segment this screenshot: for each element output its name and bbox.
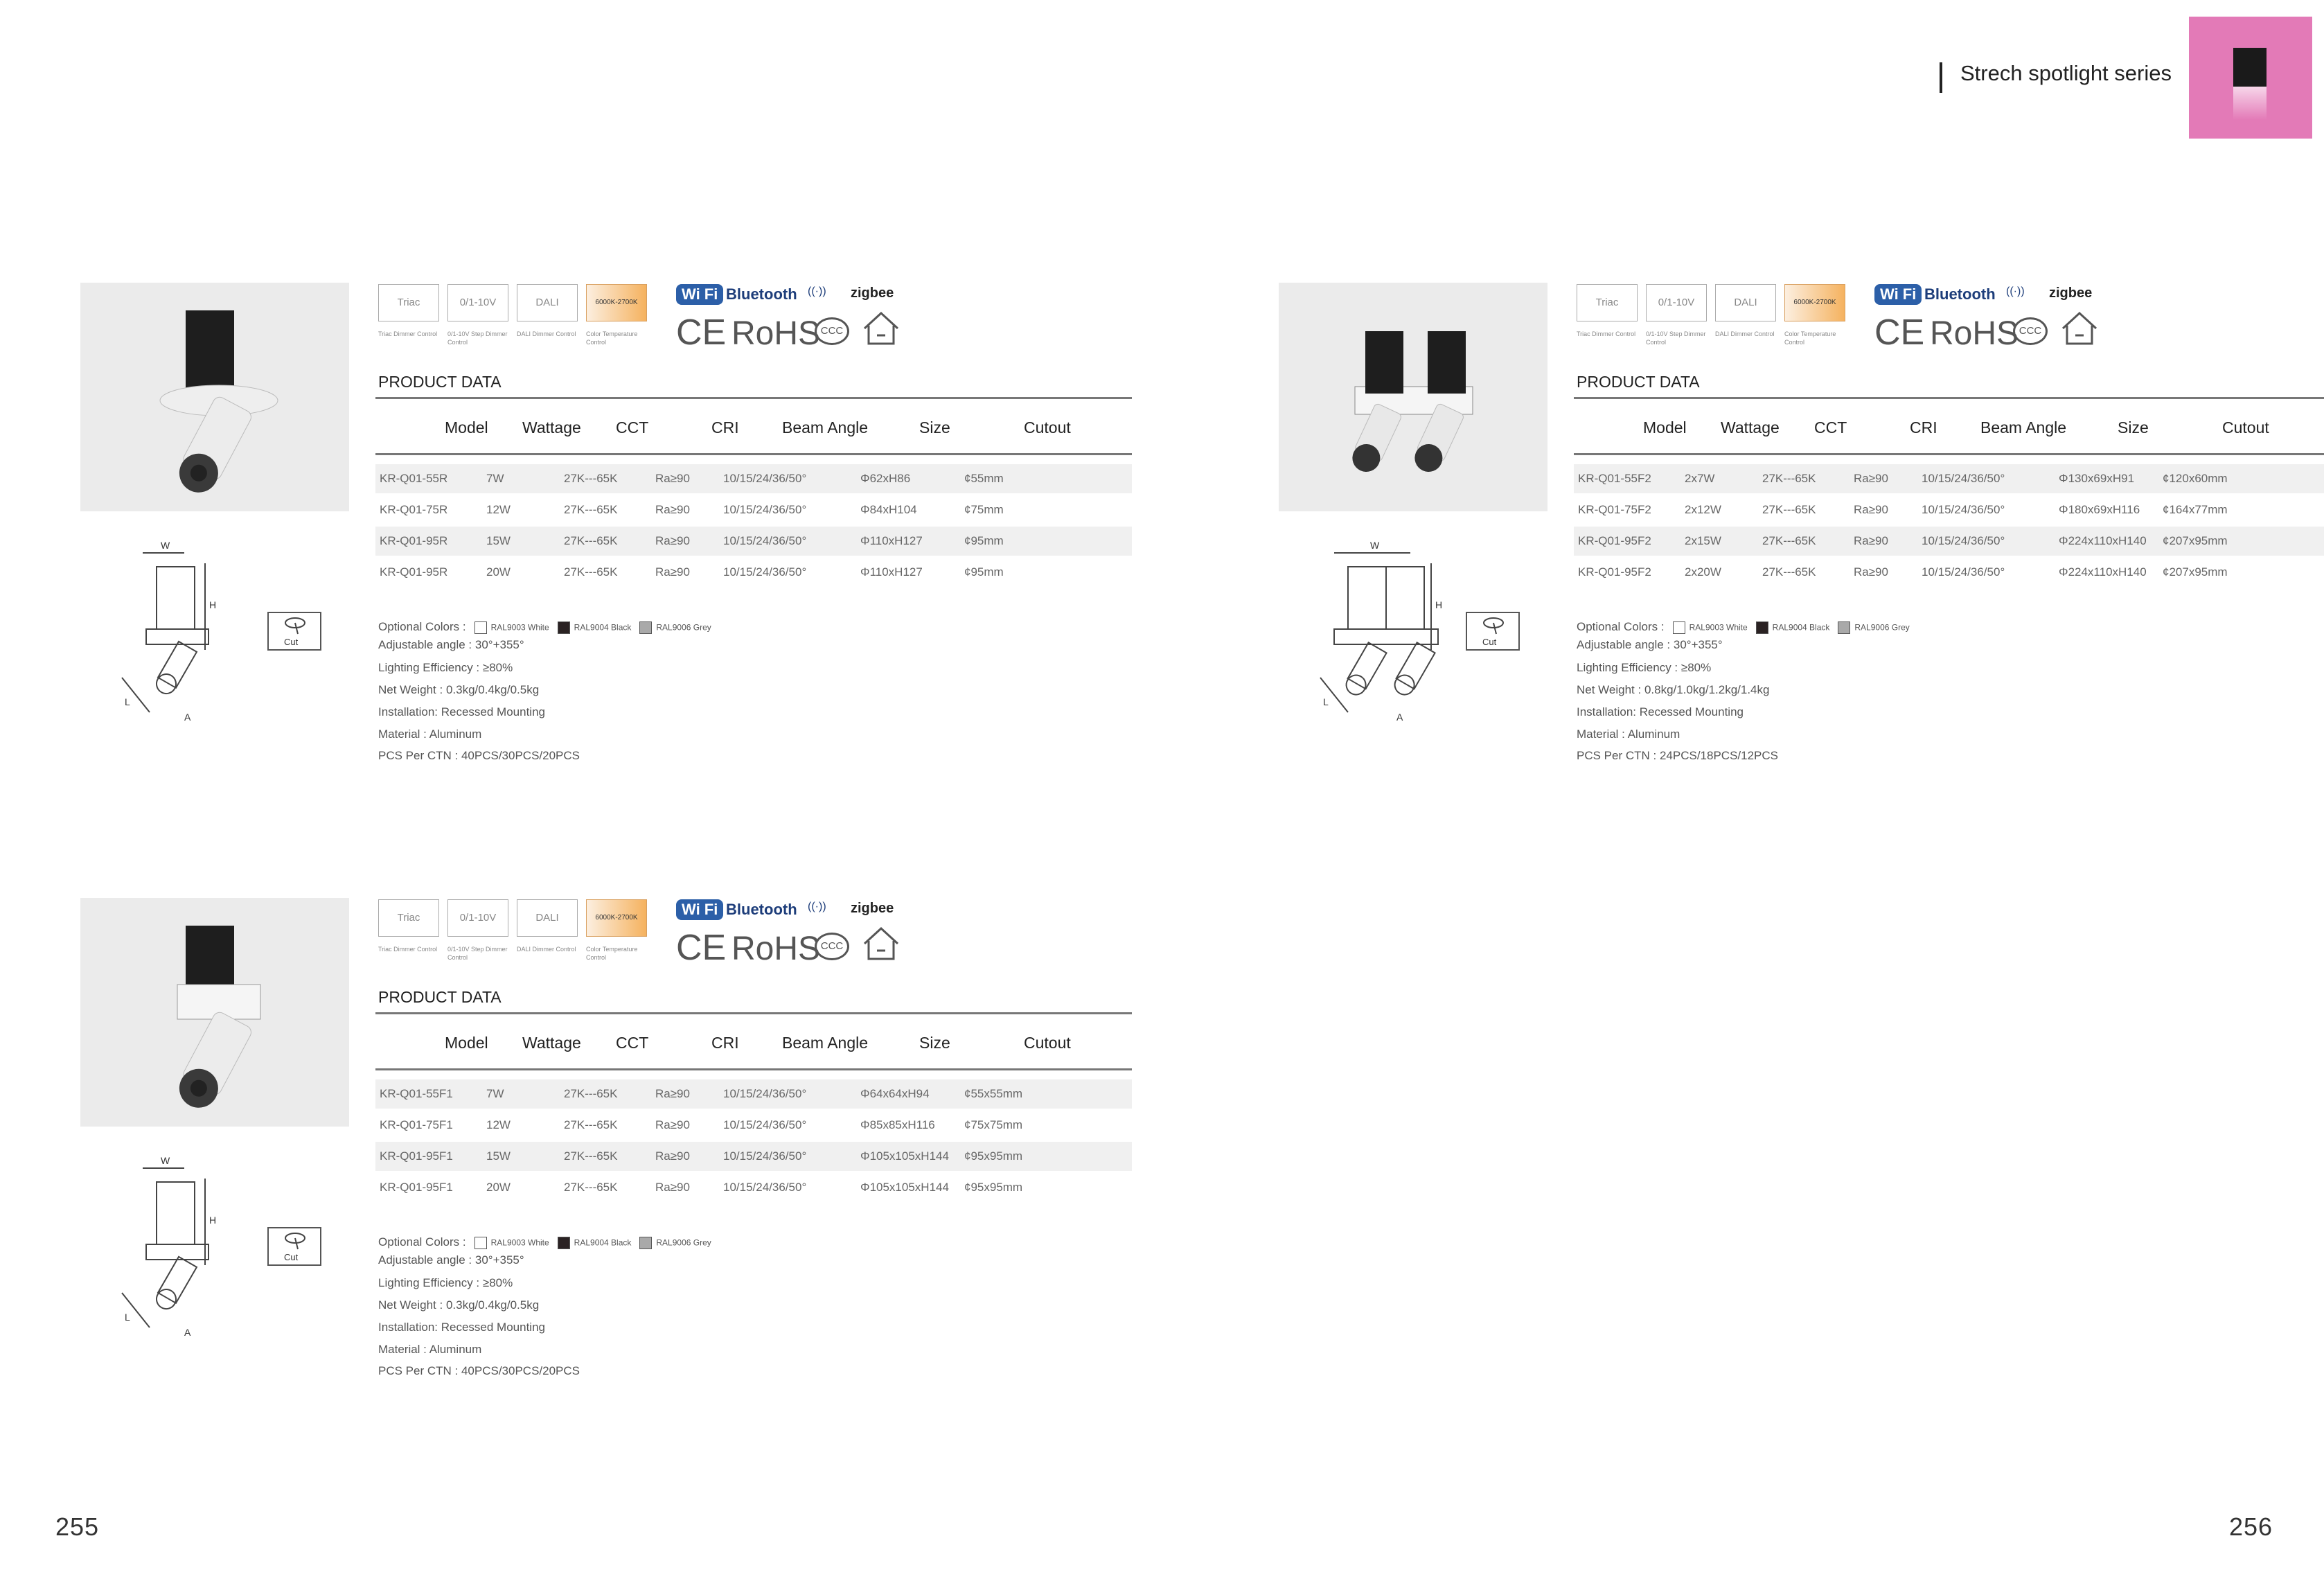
badge-1: 0/1-10V [447, 899, 508, 937]
badge-3: 6000K-2700K [586, 284, 647, 321]
spec-line: PCS Per CTN : 24PCS/18PCS/12PCS [1577, 749, 1779, 762]
color-label: RAL9006 Grey [656, 622, 711, 633]
table-cell: 27K---65K [564, 1118, 618, 1131]
table-row [375, 1173, 1132, 1202]
badge-caption: 0/1-10V Step Dimmer Control [447, 330, 508, 346]
wifi-icon: Wi Fi [676, 899, 723, 920]
color-swatch [474, 1237, 487, 1249]
table-cell: 7W [486, 472, 504, 485]
rohs-mark-icon: RoHS [1930, 315, 2019, 352]
color-label: RAL9006 Grey [656, 1237, 711, 1248]
color-swatch [1838, 621, 1850, 634]
table-cell: 27K---65K [1762, 565, 1816, 579]
zigbee-icon: zigbee [851, 901, 894, 916]
divider [375, 397, 1132, 399]
ce-mark-icon: CE [676, 312, 727, 353]
table-header: Size [2118, 418, 2149, 436]
color-label: RAL9004 Black [574, 622, 632, 633]
table-cell: Ra≥90 [655, 534, 690, 547]
badge-0: Triac [1577, 284, 1638, 321]
color-label: RAL9006 Grey [1854, 622, 1910, 633]
table-cell: ¢95x95mm [964, 1181, 1023, 1194]
zigbee-icon: zigbee [851, 285, 894, 301]
spec-line: Material : Aluminum [378, 727, 482, 741]
spec-line: Lighting Efficiency : ≥80% [378, 661, 513, 674]
color-swatch [1756, 621, 1768, 634]
optional-colors [1577, 620, 1910, 634]
table-cell: 27K---65K [564, 1181, 618, 1194]
table-header: Wattage [1721, 418, 1780, 436]
table-cell: 2x12W [1685, 503, 1721, 516]
cut-icon [267, 1227, 321, 1266]
table-cell: Ra≥90 [1854, 503, 1888, 516]
table-cell: ¢55mm [964, 472, 1004, 485]
indoor-use-icon [862, 926, 901, 962]
cut-label: Cut [284, 637, 299, 647]
table-cell: ¢55x55mm [964, 1087, 1023, 1100]
bluetooth-icon: Bluetooth [726, 285, 797, 303]
table-row [375, 1111, 1132, 1140]
table-row [1574, 464, 2324, 493]
bluetooth-icon: Bluetooth [726, 901, 797, 918]
svg-text:A: A [184, 1327, 191, 1338]
color-label: RAL9003 White [1689, 622, 1748, 633]
ce-mark-icon: CE [1874, 312, 1925, 353]
table-header: Wattage [522, 1034, 581, 1052]
table-cell: KR-Q01-55F1 [380, 1087, 453, 1100]
table-header: Cutout [1024, 1034, 1071, 1052]
table-cell: Ra≥90 [655, 1149, 690, 1163]
table-header: CRI [711, 1034, 739, 1052]
zwave-icon: ((·)) [2006, 285, 2025, 297]
optional-colors-label: Optional Colors : [378, 1235, 466, 1249]
table-cell: 27K---65K [564, 503, 618, 516]
badge-1: 0/1-10V [447, 284, 508, 321]
badge-2: DALI [1715, 284, 1776, 321]
divider [1574, 397, 2324, 399]
svg-text:W: W [1370, 540, 1380, 551]
table-cell: ¢164x77mm [2163, 503, 2228, 516]
table-cell: 20W [486, 565, 511, 579]
badge-caption: Triac Dimmer Control [378, 330, 438, 337]
table-cell: KR-Q01-75F2 [1578, 503, 1651, 516]
spec-line: Installation: Recessed Mounting [1577, 705, 1744, 718]
light-beam-icon [2233, 87, 2267, 120]
table-cell: 10/15/24/36/50° [1922, 472, 2005, 485]
badge-2: DALI [517, 284, 578, 321]
table-cell: Φ85x85xH116 [860, 1118, 935, 1131]
table-cell: 2x20W [1685, 565, 1721, 579]
table-cell: 20W [486, 1181, 511, 1194]
table-cell: KR-Q01-55R [380, 472, 448, 485]
badge-3: 6000K-2700K [1784, 284, 1845, 321]
table-cell: 27K---65K [1762, 503, 1816, 516]
divider [1574, 453, 2324, 455]
table-cell: Φ105x105xH144 [860, 1181, 949, 1194]
color-swatch [474, 621, 487, 634]
spec-line: Adjustable angle : 30°+355° [1577, 638, 1723, 651]
table-cell: KR-Q01-95F1 [380, 1181, 453, 1194]
table-cell: Ra≥90 [655, 472, 690, 485]
table-cell: KR-Q01-75F1 [380, 1118, 453, 1131]
table-cell: KR-Q01-95R [380, 565, 448, 579]
table-row [1574, 558, 2324, 587]
svg-text:L: L [125, 696, 130, 707]
table-cell: Φ224x110xH140 [2059, 534, 2147, 547]
table-cell: 10/15/24/36/50° [723, 534, 807, 547]
table-cell: Φ110xH127 [860, 534, 923, 547]
certifications [676, 899, 925, 969]
color-label: RAL9004 Black [574, 1237, 632, 1248]
ce-mark-icon: CE [676, 928, 727, 968]
table-cell: 10/15/24/36/50° [1922, 565, 2005, 579]
spec-line: Installation: Recessed Mounting [378, 705, 545, 718]
table-cell: ¢120x60mm [2163, 472, 2228, 485]
table-row [375, 558, 1132, 587]
table-row [1574, 527, 2324, 556]
table-header: CCT [616, 418, 649, 436]
table-cell: 10/15/24/36/50° [723, 472, 807, 485]
color-swatch [1673, 621, 1685, 634]
table-cell: ¢75mm [964, 503, 1004, 516]
table-cell: 10/15/24/36/50° [723, 1181, 807, 1194]
series-tab [2189, 17, 2312, 139]
badge-caption: 0/1-10V Step Dimmer Control [1646, 330, 1706, 346]
table-cell: 27K---65K [564, 1087, 618, 1100]
indoor-use-icon [862, 310, 901, 346]
table-cell: Ra≥90 [655, 1181, 690, 1194]
ccc-mark-icon: CCC [2013, 317, 2048, 345]
spec-line: PCS Per CTN : 40PCS/30PCS/20PCS [378, 1364, 580, 1377]
table-cell: Ra≥90 [1854, 565, 1888, 579]
optional-colors [378, 620, 711, 634]
svg-text:L: L [1323, 696, 1329, 707]
ccc-mark-icon: CCC [815, 933, 849, 960]
color-swatch [558, 621, 570, 634]
svg-text:H: H [1435, 599, 1443, 610]
optional-colors [378, 1235, 711, 1249]
color-swatch [558, 1237, 570, 1249]
table-header: CRI [1910, 418, 1937, 436]
svg-text:W: W [161, 540, 170, 551]
section-title: PRODUCT DATA [1577, 373, 1700, 391]
table-cell: 27K---65K [564, 1149, 618, 1163]
table-header: Beam Angle [1980, 418, 2067, 436]
badge-2: DALI [517, 899, 578, 937]
svg-text:L: L [125, 1312, 130, 1323]
table-header: CCT [616, 1034, 649, 1052]
table-row [375, 527, 1132, 556]
table-cell: ¢95x95mm [964, 1149, 1023, 1163]
cut-icon [267, 612, 321, 651]
table-header: Size [919, 418, 950, 436]
table-header: Size [919, 1034, 950, 1052]
spec-line: Adjustable angle : 30°+355° [378, 1253, 524, 1267]
table-cell: ¢207x95mm [2163, 534, 2228, 547]
section-title: PRODUCT DATA [378, 373, 502, 391]
table-cell: KR-Q01-95R [380, 534, 448, 547]
table-row [1574, 495, 2324, 524]
product-photo [80, 898, 349, 1127]
svg-text:H: H [209, 1215, 217, 1226]
badge-caption: Color Temperature Control [586, 946, 638, 961]
spec-line: Material : Aluminum [378, 1343, 482, 1356]
badge-0: Triac [378, 284, 439, 321]
table-cell: Φ105x105xH144 [860, 1149, 949, 1163]
product-photo [1279, 283, 1547, 511]
table-cell: 12W [486, 503, 511, 516]
table-cell: KR-Q01-95F2 [1578, 565, 1651, 579]
table-cell: Φ180x69xH116 [2059, 503, 2140, 516]
rohs-mark-icon: RoHS [731, 315, 821, 352]
divider [375, 453, 1132, 455]
spec-line: Adjustable angle : 30°+355° [378, 638, 524, 651]
table-header: Model [445, 1034, 488, 1052]
table-cell: KR-Q01-95F2 [1578, 534, 1651, 547]
product-block [80, 898, 1161, 1438]
spotlight-icon [2233, 48, 2267, 87]
table-row [375, 1079, 1132, 1109]
zwave-icon: ((·)) [808, 901, 826, 912]
optional-colors-label: Optional Colors : [1577, 620, 1665, 633]
table-cell: Ra≥90 [1854, 472, 1888, 485]
table-cell: Ra≥90 [655, 1087, 690, 1100]
table-cell: 15W [486, 1149, 511, 1163]
table-header: Beam Angle [782, 1034, 869, 1052]
color-swatch [639, 621, 652, 634]
table-cell: 10/15/24/36/50° [723, 1087, 807, 1100]
badge-caption: DALI Dimmer Control [1715, 330, 1775, 337]
zigbee-icon: zigbee [2049, 285, 2093, 301]
badge-3: 6000K-2700K [586, 899, 647, 937]
spec-line: Installation: Recessed Mounting [378, 1321, 545, 1334]
product-block [80, 283, 1161, 823]
color-swatch [639, 1237, 652, 1249]
spec-line: Material : Aluminum [1577, 727, 1680, 741]
table-header: Model [445, 418, 488, 436]
bluetooth-icon: Bluetooth [1924, 285, 1996, 303]
badge-1: 0/1-10V [1646, 284, 1707, 321]
table-header: Beam Angle [782, 418, 869, 436]
table-cell: Ra≥90 [1854, 534, 1888, 547]
title-divider [1940, 62, 1942, 93]
table-cell: 10/15/24/36/50° [1922, 534, 2005, 547]
badge-caption: Triac Dimmer Control [1577, 330, 1636, 337]
table-cell: 27K---65K [1762, 472, 1816, 485]
badge-caption: DALI Dimmer Control [517, 946, 576, 953]
table-cell: Φ110xH127 [860, 565, 923, 579]
page-number-left: 255 [55, 1512, 100, 1541]
spec-line: Lighting Efficiency : ≥80% [1577, 661, 1712, 674]
table-cell: 10/15/24/36/50° [1922, 503, 2005, 516]
page-number-right: 256 [2229, 1512, 2273, 1541]
table-row [375, 495, 1132, 524]
series-title: Strech spotlight series [1960, 61, 2172, 85]
spec-line: Net Weight : 0.3kg/0.4kg/0.5kg [378, 1298, 540, 1312]
table-cell: ¢95mm [964, 534, 1004, 547]
table-cell: ¢207x95mm [2163, 565, 2228, 579]
table-cell: 27K---65K [564, 565, 618, 579]
table-cell: Φ224x110xH140 [2059, 565, 2147, 579]
table-cell: Ra≥90 [655, 503, 690, 516]
control-badges [1577, 284, 1868, 353]
control-badges [378, 899, 669, 969]
table-cell: 10/15/24/36/50° [723, 565, 807, 579]
svg-text:H: H [209, 599, 217, 610]
svg-text:A: A [1396, 712, 1403, 723]
wifi-icon: Wi Fi [676, 284, 723, 305]
certifications [676, 284, 925, 353]
table-cell: ¢75x75mm [964, 1118, 1023, 1131]
table-header: Model [1643, 418, 1687, 436]
color-label: RAL9003 White [490, 1237, 549, 1248]
spec-line: Net Weight : 0.8kg/1.0kg/1.2kg/1.4kg [1577, 683, 1770, 696]
table-cell: Φ84xH104 [860, 503, 917, 516]
table-header: CRI [711, 418, 739, 436]
badge-caption: Triac Dimmer Control [378, 946, 438, 953]
spec-line: PCS Per CTN : 40PCS/30PCS/20PCS [378, 749, 580, 762]
divider [375, 1068, 1132, 1070]
table-header: Wattage [522, 418, 581, 436]
spec-line: Net Weight : 0.3kg/0.4kg/0.5kg [378, 683, 540, 696]
zwave-icon: ((·)) [808, 285, 826, 297]
table-cell: Ra≥90 [655, 1118, 690, 1131]
badge-0: Triac [378, 899, 439, 937]
table-row [375, 1142, 1132, 1171]
table-cell: 27K---65K [1762, 534, 1816, 547]
table-cell: 10/15/24/36/50° [723, 1118, 807, 1131]
table-cell: Φ64x64xH94 [860, 1087, 930, 1100]
optional-colors-label: Optional Colors : [378, 620, 466, 633]
table-cell: 12W [486, 1118, 511, 1131]
table-cell: KR-Q01-55F2 [1578, 472, 1651, 485]
wifi-icon: Wi Fi [1874, 284, 1922, 305]
badge-caption: DALI Dimmer Control [517, 330, 576, 337]
table-cell: KR-Q01-95F1 [380, 1149, 453, 1163]
table-cell: 10/15/24/36/50° [723, 503, 807, 516]
table-header: CCT [1814, 418, 1847, 436]
table-row [375, 464, 1132, 493]
product-block [1279, 283, 2324, 823]
certifications [1874, 284, 2124, 353]
badge-caption: 0/1-10V Step Dimmer Control [447, 946, 508, 961]
ccc-mark-icon: CCC [815, 317, 849, 345]
table-cell: KR-Q01-75R [380, 503, 448, 516]
table-cell: ¢95mm [964, 565, 1004, 579]
product-photo [80, 283, 349, 511]
table-header: Cutout [2222, 418, 2269, 436]
color-label: RAL9004 Black [1772, 622, 1830, 633]
table-cell: 27K---65K [564, 472, 618, 485]
badge-caption: Color Temperature Control [1784, 330, 1836, 346]
table-cell: 15W [486, 534, 511, 547]
table-cell: Φ130x69xH91 [2059, 472, 2135, 485]
spec-line: Lighting Efficiency : ≥80% [378, 1276, 513, 1289]
divider [375, 1012, 1132, 1014]
indoor-use-icon [2060, 310, 2099, 346]
table-cell: 2x15W [1685, 534, 1721, 547]
section-title: PRODUCT DATA [378, 988, 502, 1006]
table-cell: Φ62xH86 [860, 472, 911, 485]
table-cell: 7W [486, 1087, 504, 1100]
rohs-mark-icon: RoHS [731, 930, 821, 967]
svg-text:A: A [184, 712, 191, 723]
table-header: Cutout [1024, 418, 1071, 436]
table-cell: 10/15/24/36/50° [723, 1149, 807, 1163]
color-label: RAL9003 White [490, 622, 549, 633]
control-badges [378, 284, 669, 353]
table-cell: Ra≥90 [655, 565, 690, 579]
cut-label: Cut [1482, 637, 1497, 647]
badge-caption: Color Temperature Control [586, 330, 638, 346]
cut-icon [1466, 612, 1520, 651]
cut-label: Cut [284, 1252, 299, 1262]
table-cell: 2x7W [1685, 472, 1715, 485]
svg-text:W: W [161, 1155, 170, 1166]
table-cell: 27K---65K [564, 534, 618, 547]
